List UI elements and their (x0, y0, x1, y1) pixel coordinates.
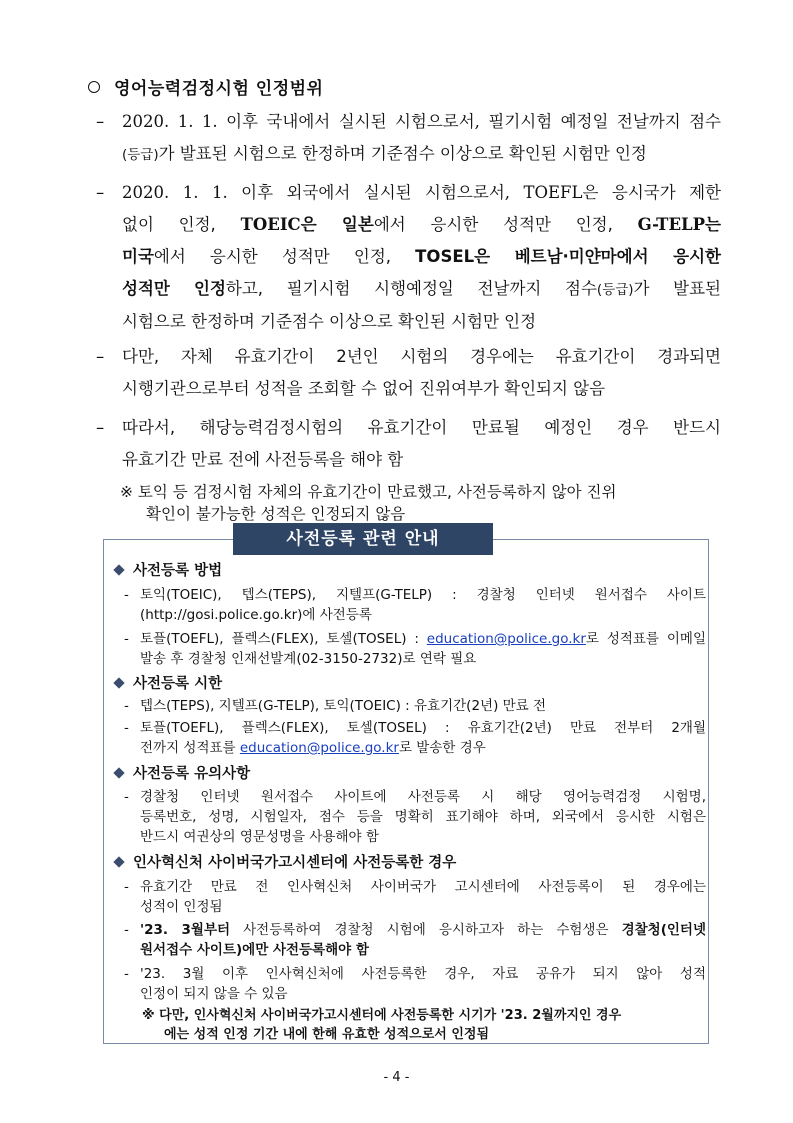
reference-note (120, 481, 720, 525)
list-item: - 경찰청 인터넷 원서접수 사이트에 사전등록 시 해당 영어능력검정 시험명, 등록번호, 성명, 시험일자, 점수 등을 명확히 표기해야 하며, 외국에서 응시한 시험은 반드시 여권상의 영문성명을 사용해야 함 (124, 789, 706, 845)
diamond-bullet-icon (113, 767, 124, 778)
paragraph-preregistration (96, 412, 721, 476)
list-item: - '23. 3월 이후 인사혁신처에 사전등록한 경우, 자료 공유가 되지 않아 성적 인정이 되지 않을 수 있음 (124, 966, 706, 1002)
paragraph-line: 없이 인정, TOEIC은 일본에서 응시한 성적만 인정, G-TELP는 (122, 215, 721, 234)
info-box-title: 사전등록 관련 안내 (233, 523, 493, 555)
note-line: 확인이 불가능한 성적은 인정되지 않음 (146, 505, 406, 523)
emphasis-note: ※ 다만, 인사혁신처 사이버국가고시센터에 사전등록한 시기가 '23. 2월까지인 경우 에는 성적 인정 기간 내에 한해 유효한 성적으로서 인정됨 (142, 1008, 622, 1042)
paragraph-line: 따라서, 해당능력검정시험의 유효기간이 만료될 예정인 경우 반드시 (122, 418, 721, 437)
paragraph-line: 미국에서 응시한 성적만 인정, TOSEL은 베트남·미얀마에서 응시한 (122, 247, 721, 266)
subsection-heading: 사전등록 시한 (112, 674, 222, 694)
page-number: - 4 - (383, 1070, 410, 1085)
section-heading (88, 74, 323, 99)
dash-marker: – (96, 183, 105, 202)
email-link[interactable]: education@police.go.kr (239, 740, 399, 756)
diamond-bullet-icon (113, 856, 124, 867)
diamond-bullet-icon (113, 564, 124, 575)
circle-bullet-icon (88, 81, 100, 93)
paragraph-line: 성적만 인정하고, 필기시험 시행예정일 전날까지 점수(등급)가 발표된 (122, 279, 721, 298)
paragraph-foreign-tests (96, 177, 721, 338)
paragraph-line: (등급)가 발표된 시험으로 한정하며 기준점수 이상으로 확인된 시험만 인정 (122, 144, 647, 163)
list-item: - 유효기간 만료 전 인사혁신처 사이버국가 고시센터에 사전등록이 된 경우에는 성적이 인정됨 (124, 879, 706, 915)
list-item: - 텝스(TEPS), 지텔프(G-TELP), 토익(TOEIC) : 유효기간(2년) 만료 전 (124, 698, 547, 714)
paragraph-line: 다만, 자체 유효기간이 2년인 시험의 경우에는 유효기간이 경과되면 (122, 347, 721, 366)
subsection-heading: 사전등록 유의사항 (112, 764, 250, 784)
email-link[interactable]: education@police.go.kr (426, 631, 586, 647)
list-item: - 토익(TOEIC), 텝스(TEPS), 지텔프(G-TELP) : 경찰청 인터넷 원서접수 사이트 (http://gosi.police.go.kr)에 사전등록 (124, 587, 706, 623)
note-line: ※ 토익 등 검정시험 자체의 유효기간이 만료했고, 사전등록하지 않아 진위 (120, 483, 617, 501)
dash-marker: – (96, 112, 105, 131)
paragraph-validity-period (96, 341, 721, 405)
paragraph-line: 2020. 1. 1. 이후 국내에서 실시된 시험으로서, 필기시험 예정일 전날까지 점수 (122, 112, 721, 131)
section-heading-text: 영어능력검정시험 인정범위 (114, 79, 324, 99)
paragraph-line: 유효기간 만료 전에 사전등록을 해야 함 (122, 450, 404, 469)
paragraph-line: 2020. 1. 1. 이후 외국에서 실시된 시험으로서, TOEFL은 응시국가 제한 (122, 183, 721, 202)
dash-marker: – (96, 347, 105, 366)
subsection-heading: 인사혁신처 사이버국가고시센터에 사전등록한 경우 (112, 853, 456, 873)
subsection-heading: 사전등록 방법 (112, 561, 222, 581)
paragraph-domestic-tests (96, 106, 721, 171)
list-item: - '23. 3월부터 사전등록하여 경찰청 시험에 응시하고자 하는 수험생은 경찰청(인터넷 원서접수 사이트)에만 사전등록해야 함 (124, 922, 707, 958)
list-item: - 토플(TOEFL), 플렉스(FLEX), 토셀(TOSEL) : 유효기간(2년) 만료 전부터 2개월 전까지 성적표를 education@police.go.kr로 발송한 경우 (124, 720, 706, 756)
paragraph-line: 시험으로 한정하며 기준점수 이상으로 확인된 시험만 인정 (122, 312, 537, 331)
paragraph-line: 시행기관으로부터 성적을 조회할 수 없어 진위여부가 확인되지 않음 (122, 379, 606, 398)
diamond-bullet-icon (113, 677, 124, 688)
dash-marker: – (96, 418, 105, 437)
list-item: - 토플(TOEFL), 플렉스(FLEX), 토셀(TOSEL) : education@police.go.kr로 성적표를 이메일 발송 후 경찰청 인재선발계(02-3150-2732)로 연락 필요 (124, 631, 706, 667)
